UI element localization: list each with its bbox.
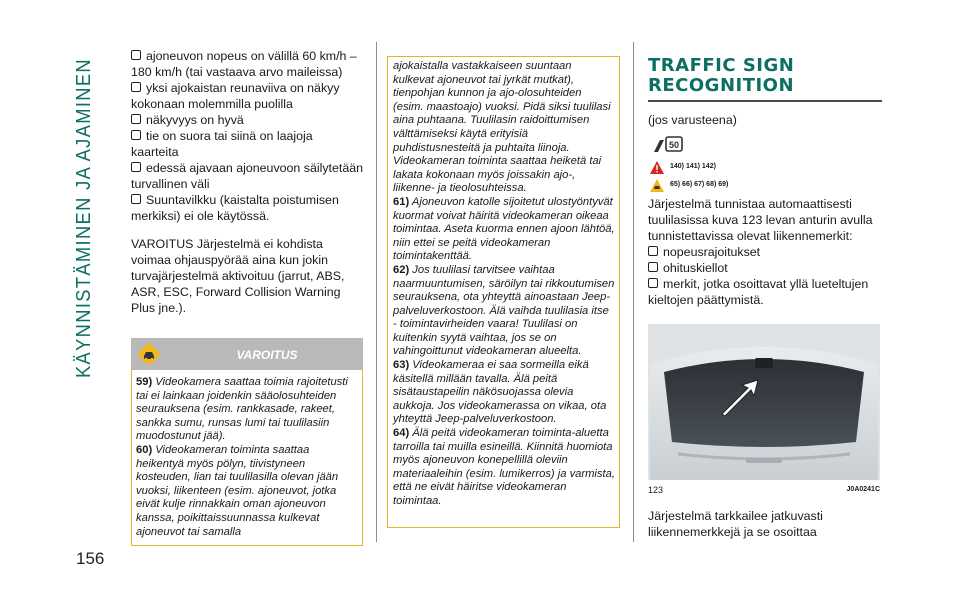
bullet-item: ohituskiellot	[648, 260, 886, 276]
column-3	[648, 56, 886, 540]
checkbox-bullet-icon	[648, 262, 658, 272]
condition-list	[131, 48, 363, 224]
figure-number: 123	[648, 485, 664, 495]
availability-note: (jos varusteena)	[648, 113, 737, 127]
intro-paragraph: Järjestelmä tunnistaa automaattisesti tuulilasissa kuva 123 levan anturin avulla tunnistettavissa olevat liikennemerkit:	[648, 197, 873, 243]
checkbox-bullet-icon	[131, 162, 141, 172]
warning-refs-red: 140) 141) 142)	[650, 158, 886, 176]
svg-text:KÄYNNISTÄMINEN JA AJAMINEN: KÄYNNISTÄMINEN JA AJAMINEN	[73, 42, 95, 378]
section-title: TRAFFIC SIGN RECOGNITION	[648, 56, 882, 102]
warning-item: 61) Ajoneuvon katolle sijoitetut ulostyöntyvät kuormat voivat häiritä videokameran oikeaa toimintaa. Aseta kuorma ennen ajoon lähtöä, niin ettei se peitä videokameran toimintakenttää.	[393, 195, 615, 263]
chapter-side-title	[50, 42, 110, 382]
bullet-item: yksi ajokaistan reunaviiva on näkyy kokonaan molemmilla puolilla	[131, 81, 340, 111]
bullet-item: tie on suora tai siinä on laajoja kaarteita	[131, 129, 313, 159]
figure-code: J0A0241C	[846, 486, 880, 493]
bullet-item: Suuntavilkku (kaistalta poistumisen merkiksi) ei ole käytössä.	[131, 193, 339, 223]
bullet-item: nopeusrajoitukset	[648, 244, 886, 260]
checkbox-bullet-icon	[131, 194, 141, 204]
caution-car-icon	[650, 179, 664, 192]
column-2	[387, 56, 620, 528]
bullet-item: merkit, jotka osoittavat yllä lueteltujen kieltojen päättymistä.	[648, 277, 869, 307]
sign-type-list	[648, 244, 886, 308]
figure-caption	[648, 482, 880, 498]
warning-box-col1	[131, 370, 363, 546]
checkbox-bullet-icon	[131, 130, 141, 140]
svg-text:50: 50	[669, 140, 680, 150]
warning-item: 59) Videokamera saattaa toimia rajoitetusti tai ei lainkaan joidenkin sääolosuhteiden seurauksena (esim. rankkasade, rakeet, sankka sumu, runsas lumi tai tuulilasiin muodostunut jää).	[136, 376, 348, 443]
warning-item: 62) Jos tuulilasi tarvitsee vaihtaa naarmuuntumisen, säröilyn tai rikkoutumisen seurauksena, ota yhteyttä ainoastaan Jeep-palveluverkostoon. Älä vaihda tuulilasia itse - toimintavirheiden vaara! Tuulilasi on kuitenkin syytä vaihtaa, jos se on vahingoittunut videokameran alueelta.	[393, 263, 615, 358]
column-divider	[376, 42, 377, 542]
bullet-item: ajoneuvon nopeus on välillä 60 km/h – 180 km/h (tai vastaava arvo maileissa)	[131, 49, 357, 79]
bullet-item: näkyvyys on hyvä	[131, 112, 363, 128]
warning-refs-yellow: 65) 66) 67) 68) 69)	[650, 176, 886, 194]
varoitus-paragraph: VAROITUS Järjestelmä ei kohdista voimaa ohjauspyörää aina kun jokin turvajärjestelmä aktivoituu (jarrut, ABS, ASR, ESC, Forward Collision Warning Plus jne.).	[131, 237, 345, 315]
checkbox-bullet-icon	[131, 82, 141, 92]
warning-box-col2	[387, 56, 620, 528]
checkbox-bullet-icon	[131, 114, 141, 124]
traffic-sign-feature-icon	[652, 134, 886, 156]
warning-continuation: ajokaistalla vastakkaiseen suuntaan kulkevat ajoneuvot tai jyrkät mutkat), tienpohjan kunnon ja ajo-olosuhteiden (esim. maastoajo) vuoksi. Pidä siksi tuulilasi aina puhtaana. Tuulilasin raidoittumisen välttämiseksi käytä erityisiä puhdistusnesteitä ja puhtaita liinoja. Videokameran toiminta saattaa heiketä tai lakata kokonaan myös joissakin ajo-, liikenne- ja tieolosuhteissa.	[393, 60, 611, 195]
bullet-item: edessä ajavaan ajoneuvoon säilytetään turvallinen väli	[131, 161, 363, 191]
column-1	[131, 48, 363, 546]
warning-triangle-icon	[650, 161, 664, 174]
warning-item: 63) Videokameraa ei saa sormeilla eikä käsitellä millään tavalla. Älä peitä sisätaustapeilin näkösuojassa olevia aukkoja. Jos videokamerassa on vikaa, ota yhteyttä Jeep-palveluverkostoon.	[393, 359, 607, 426]
warning-item: 60) Videokameran toiminta saattaa heikentyä myös pölyn, tiivistyneen kosteuden, lian tai tuulilasilla olevan jään vuoksi, liikenteen (esim. ajoneuvot, jotka eivät kulje rinnakkain oman ajoneuvon kanssa, poikittaissuunnassa kulkevat ajoneuvot tai samalla	[136, 443, 339, 538]
closing-paragraph: Järjestelmä tarkkailee jatkuvasti liikennemerkkejä ja se osoittaa	[648, 509, 823, 539]
column-divider	[633, 42, 634, 542]
warning-item: 64) Älä peitä videokameran toiminta-aluetta tarroilla tai muilla esineillä. Kiinnitä huomiota myös ajoneuvon konepellillä oleviin materiaaleihin (esim. lumikerros) ja varmista, että ne eivät häiritse videokameran toimintaa.	[393, 427, 615, 507]
checkbox-bullet-icon	[131, 50, 141, 60]
page-number: 156	[76, 549, 105, 568]
warning-header	[131, 338, 363, 370]
checkbox-bullet-icon	[648, 246, 658, 256]
checkbox-bullet-icon	[648, 278, 658, 288]
windshield-figure	[648, 324, 880, 480]
warning-label: VAROITUS	[236, 348, 298, 362]
